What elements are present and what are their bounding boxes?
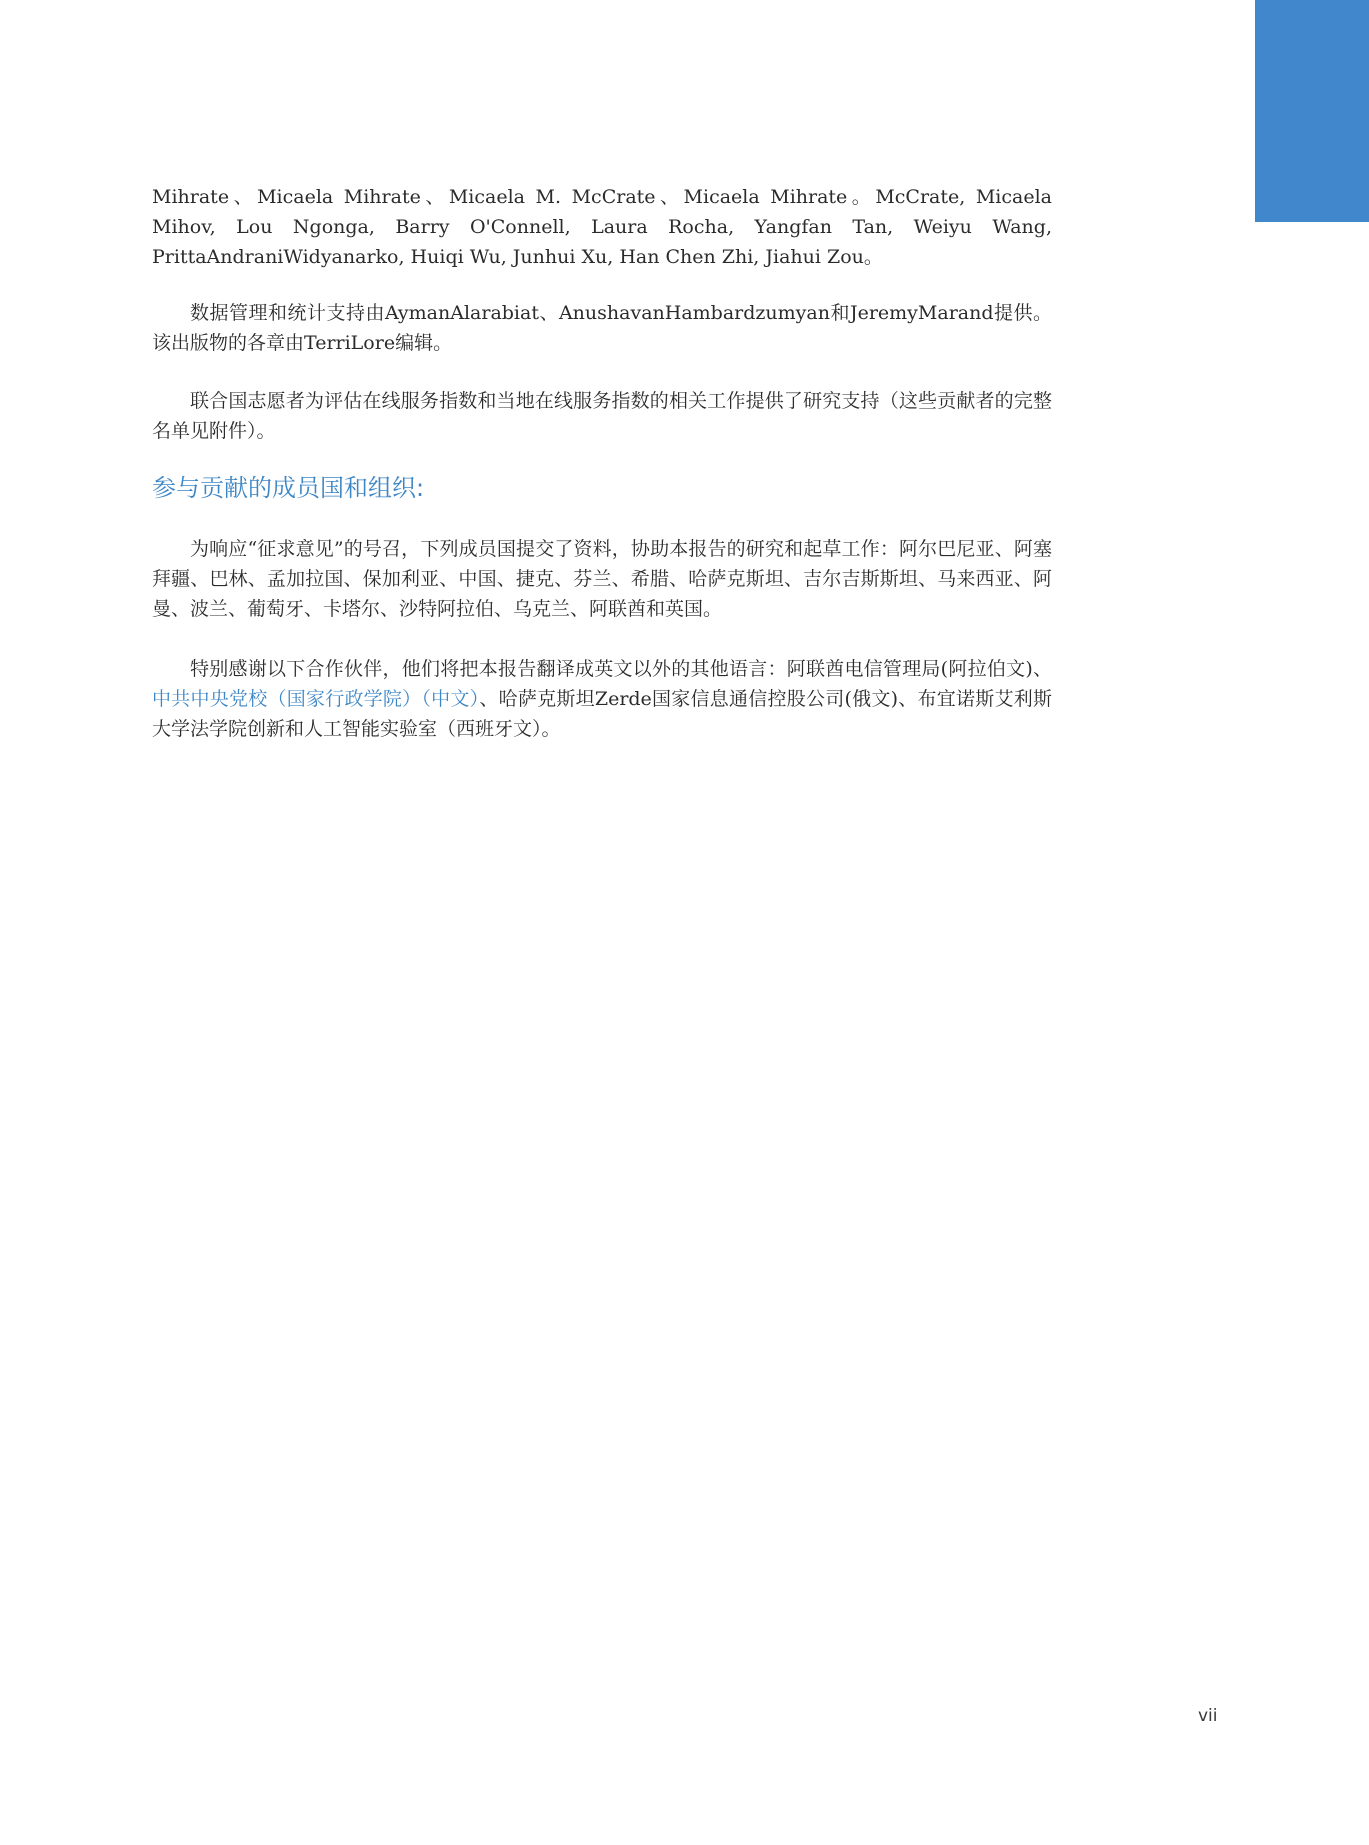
section-heading: 参与贡献的成员国和组织: (152, 474, 425, 502)
translation-text-before: 特别感谢以下合作伙伴，他们将把本报告翻译成英文以外的其他语言：阿联酋电信管理局(阿拉伯文)、 (190, 658, 1052, 680)
translation-text-after: 、哈萨克斯坦Zerde国家信息通信控股公司(俄文)、布宜诺斯艾利斯大学法学院创新和人工智能实验室（西班牙文）。 (152, 688, 1052, 740)
member-states-paragraph: 为响应“征求意见”的号召，下列成员国提交了资料，协助本报告的研究和起草工作：阿尔巴尼亚、阿塞拜疆、巴林、孟加拉国、保加利亚、中国、捷克、芬兰、希腊、哈萨克斯坦、吉尔吉斯斯坦、马来西亚、阿曼、波兰、葡萄牙、卡塔尔、沙特阿拉伯、乌克兰、阿联酋和英国。 (152, 538, 1052, 620)
page-content (152, 182, 1052, 744)
un-volunteers-paragraph: 联合国志愿者为评估在线服务指数和当地在线服务指数的相关工作提供了研究支持（这些贡献者的完整名单见附件）。 (152, 390, 1052, 442)
page-number: vii (1198, 1706, 1218, 1726)
data-management-paragraph: 数据管理和统计支持由AymanAlarabiat、AnushavanHambardzumyan和JeremyMarand提供。该出版物的各章由TerriLore编辑。 (152, 302, 1052, 354)
chapter-tab-marker (1255, 0, 1369, 222)
translation-paragraph (152, 654, 1052, 744)
party-school-link[interactable]: 中共中央党校（国家行政学院）（中文） (152, 688, 480, 710)
contributors-paragraph: Mihrate、Micaela Mihrate、Micaela M. McCrate、Micaela Mihrate。McCrate, Micaela Mihov, Lou Ngonga, Barry O'Connell, Laura Rocha, Yangfan Tan, Weiyu Wang, PrittaAndraniWidyanarko, Huiqi Wu, Junhui Xu, Han Chen Zhi, Jiahui Zou。 (152, 186, 1052, 268)
